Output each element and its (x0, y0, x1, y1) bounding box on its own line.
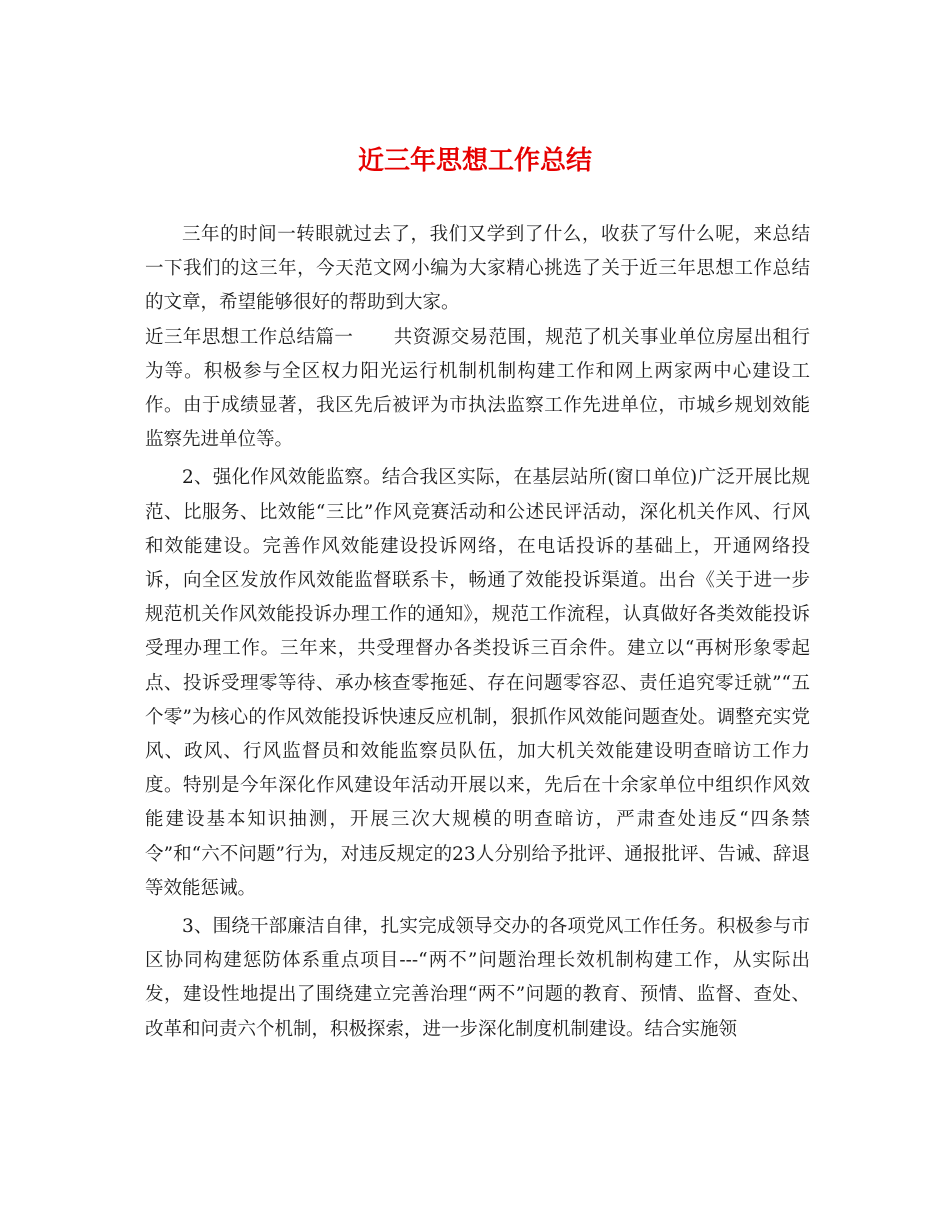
document-title: 近三年思想工作总结 (357, 146, 592, 176)
intro-paragraph: 三年的时间一转眼就过去了，我们又学到了什么，收获了写什么呢，来总结一下我们的这三年，今天范文网小编为大家精心挑选了关于近三年思想工作总结的文章，希望能够很好的帮助到大家。 (145, 224, 810, 314)
section-start-text: 共资源交易范围，规范了机关事业单位房屋出租行为等。积极参与全区权力阳光运行机制机制构建工作和网上两家两中心建设工作。由于成绩显著，我区先后被评为市执法监察工作先进单位，市城乡规划效能监察先进单位等。 (145, 326, 810, 451)
section-paragraph (145, 321, 810, 458)
paragraph-2: 2、强化作风效能监察。结合我区实际，在基层站所(窗口单位)广泛开展比规范、比服务、比效能“三比”作风竞赛活动和公述民评活动，深化机关作风、行风和效能建设。完善作风效能建设投诉网络，在电话投诉的基础上，开通网络投诉，向全区发放作风效能监督联系卡，畅通了效能投诉渠道。出台《关于进一步规范机关作风效能投诉办理工作的通知》，规范工作流程，认真做好各类效能投诉受理办理工作。三年来，共受理督办各类投诉三百余件。建立以“再树形象零起点、投诉受理零等待、承办核查零拖延、存在问题零容忍、责任追究零迁就”“五个零”为核心的作风效能投诉快速反应机制，狠抓作风效能问题查处。调整充实党风、政风、行风监督员和效能监察员队伍，加大机关效能建设明查暗访工作力度。特别是今年深化作风建设年活动开展以来，先后在十余家单位中组织作风效能建设基本知识抽测，开展三次大规模的明查暗访，严肃查处违反“四条禁令”和“六不问题”行为，对违反规定的23人分别给予批评、通报批评、告诫、辞退等效能惩诫。 (145, 467, 810, 899)
section-heading: 近三年思想工作总结篇一 (145, 326, 354, 348)
document-body (145, 218, 810, 1047)
paragraph-3: 3、围绕干部廉洁自律，扎实完成领导交办的各项党风工作任务。积极参与市区协同构建惩防体系重点项目---“两不”问题治理长效机制构建工作，从实际出发，建设性地提出了围绕建立完善治理“两不”问题的教育、预情、监督、查处、改革和问责六个机制，积极探索，进一步深化制度机制建设。结合实施领 (145, 916, 810, 1040)
